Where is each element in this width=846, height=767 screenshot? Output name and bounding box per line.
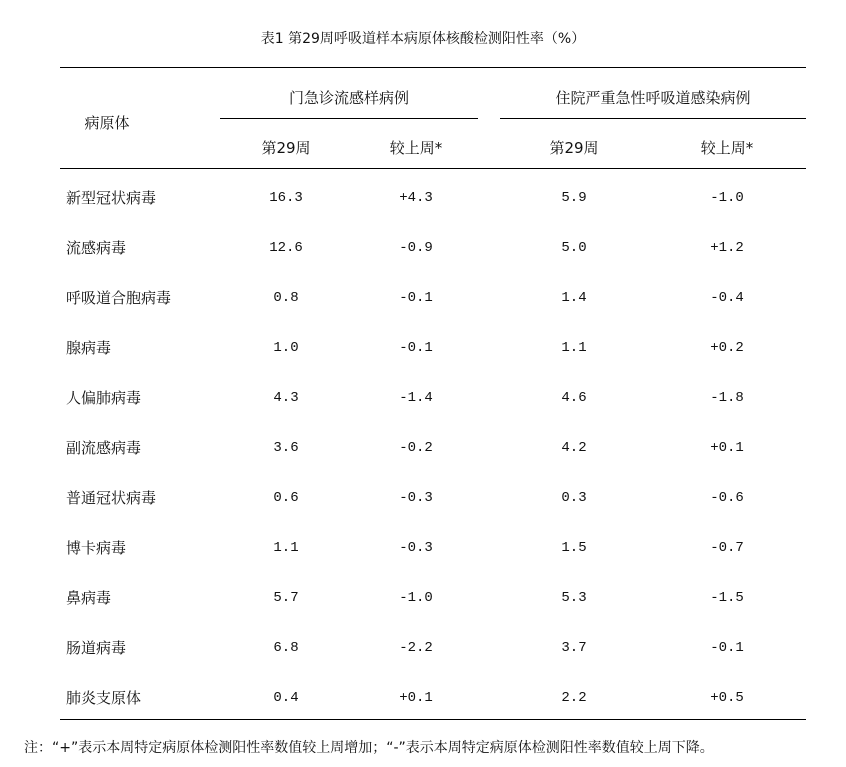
table-title: 表1 第29周呼吸道样本病原体核酸检测阳性率（%） xyxy=(260,31,586,47)
header-pathogen: 病原体 xyxy=(84,114,130,132)
header-ip-change: 较上周* xyxy=(700,139,754,157)
header-op-change: 较上周* xyxy=(389,139,443,157)
table-row xyxy=(0,286,846,310)
top-rule xyxy=(60,67,806,68)
inpatient-week-value: 5.9 xyxy=(561,190,587,206)
table-row xyxy=(0,186,846,210)
outpatient-change-value: +4.3 xyxy=(399,190,433,206)
bottom-rule xyxy=(60,719,806,720)
outpatient-week-value: 6.8 xyxy=(273,640,299,656)
outpatient-week-value: 0.6 xyxy=(273,490,299,506)
table-row xyxy=(0,486,846,510)
inpatient-week-value: 0.3 xyxy=(561,490,587,506)
inpatient-week-value: 1.5 xyxy=(561,540,587,556)
header-group-inpatient: 住院严重急性呼吸道感染病例 xyxy=(555,89,751,107)
inpatient-week-value: 3.7 xyxy=(561,640,587,656)
pathogen-name: 呼吸道合胞病毒 xyxy=(66,289,172,307)
header-group-outpatient: 门急诊流感样病例 xyxy=(288,89,409,107)
pathogen-name: 肺炎支原体 xyxy=(66,689,142,707)
table-row xyxy=(0,336,846,360)
inpatient-change-value: -1.8 xyxy=(710,390,744,406)
inpatient-change-value: +0.1 xyxy=(710,440,744,456)
pathogen-name: 普通冠状病毒 xyxy=(66,489,157,507)
outpatient-week-value: 0.4 xyxy=(273,690,299,706)
outpatient-change-value: +0.1 xyxy=(399,690,433,706)
inpatient-week-value: 1.4 xyxy=(561,290,587,306)
group-rule-outpatient xyxy=(220,118,478,119)
table-row xyxy=(0,636,846,660)
header-op-week: 第29周 xyxy=(261,139,311,157)
inpatient-change-value: -0.4 xyxy=(710,290,744,306)
table-row xyxy=(0,536,846,560)
inpatient-week-value: 4.2 xyxy=(561,440,587,456)
inpatient-change-value: +0.5 xyxy=(710,690,744,706)
header-bottom-rule xyxy=(60,168,806,169)
inpatient-change-value: -0.6 xyxy=(710,490,744,506)
table-row xyxy=(0,236,846,260)
table-row xyxy=(0,686,846,710)
pathogen-name: 肠道病毒 xyxy=(66,639,127,657)
inpatient-week-value: 2.2 xyxy=(561,690,587,706)
inpatient-week-value: 5.3 xyxy=(561,590,587,606)
pathogen-name: 流感病毒 xyxy=(66,239,127,257)
inpatient-change-value: -0.7 xyxy=(710,540,744,556)
outpatient-change-value: -0.3 xyxy=(399,490,433,506)
outpatient-change-value: -2.2 xyxy=(399,640,433,656)
inpatient-change-value: +0.2 xyxy=(710,340,744,356)
inpatient-week-value: 5.0 xyxy=(561,240,587,256)
table-row xyxy=(0,386,846,410)
inpatient-week-value: 1.1 xyxy=(561,340,587,356)
outpatient-week-value: 3.6 xyxy=(273,440,299,456)
table-row xyxy=(0,436,846,460)
pathogen-name: 副流感病毒 xyxy=(66,439,142,457)
outpatient-week-value: 1.1 xyxy=(273,540,299,556)
group-rule-inpatient xyxy=(500,118,806,119)
outpatient-week-value: 12.6 xyxy=(269,240,303,256)
pathogen-name: 鼻病毒 xyxy=(66,589,112,607)
outpatient-change-value: -0.1 xyxy=(399,290,433,306)
inpatient-change-value: -0.1 xyxy=(710,640,744,656)
header-ip-week: 第29周 xyxy=(549,139,599,157)
outpatient-change-value: -0.3 xyxy=(399,540,433,556)
outpatient-change-value: -0.9 xyxy=(399,240,433,256)
pathogen-name: 新型冠状病毒 xyxy=(66,189,157,207)
inpatient-change-value: +1.2 xyxy=(710,240,744,256)
inpatient-change-value: -1.0 xyxy=(710,190,744,206)
outpatient-week-value: 16.3 xyxy=(269,190,303,206)
outpatient-week-value: 4.3 xyxy=(273,390,299,406)
pathogen-name: 腺病毒 xyxy=(66,339,112,357)
inpatient-change-value: -1.5 xyxy=(710,590,744,606)
pathogen-name: 人偏肺病毒 xyxy=(66,389,142,407)
outpatient-change-value: -1.0 xyxy=(399,590,433,606)
outpatient-week-value: 0.8 xyxy=(273,290,299,306)
outpatient-week-value: 1.0 xyxy=(273,340,299,356)
outpatient-week-value: 5.7 xyxy=(273,590,299,606)
inpatient-week-value: 4.6 xyxy=(561,390,587,406)
footnote: 注：“+”表示本周特定病原体检测阳性率数值较上周增加；“-”表示本周特定病原体检测阳性率数值较上周下降。 xyxy=(24,740,714,756)
pathogen-name: 博卡病毒 xyxy=(66,539,127,557)
outpatient-change-value: -1.4 xyxy=(399,390,433,406)
table-row xyxy=(0,586,846,610)
outpatient-change-value: -0.1 xyxy=(399,340,433,356)
outpatient-change-value: -0.2 xyxy=(399,440,433,456)
